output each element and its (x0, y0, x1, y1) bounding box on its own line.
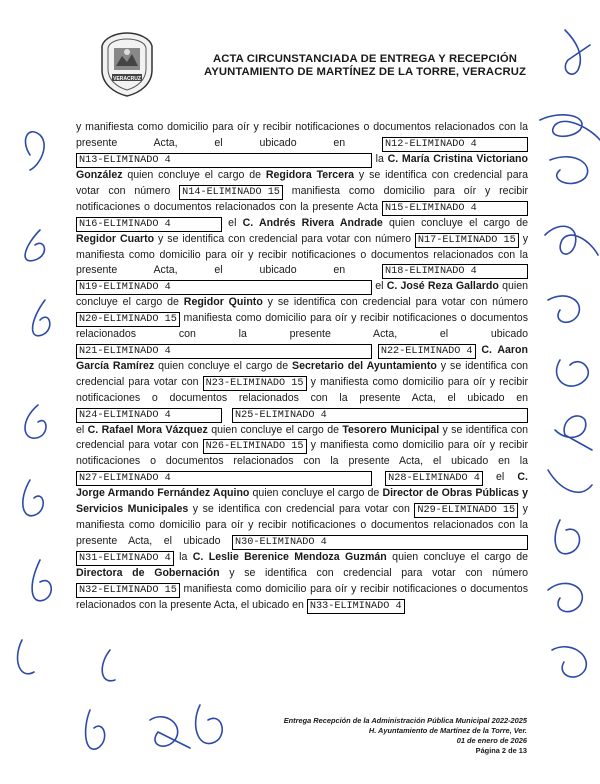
signature-mark (552, 647, 586, 677)
signature-mark (548, 470, 592, 492)
body-text: quien concluye el cargo de (386, 550, 529, 563)
body-text: manifiesta como domicilio para oír y recibir notificaciones o documentos relacionados con la presente Acta, el ubicado (76, 312, 528, 341)
signature-mark (23, 480, 43, 516)
body-text: y manifiesta como domicilio para oír y recibir notificaciones o documentos relacionados con la presente Acta, el ubicado en (76, 375, 528, 404)
redaction-box: N16-ELIMINADO 4 (76, 217, 222, 232)
body-text: y se identifica con credencial para votar con (76, 359, 528, 388)
redaction-box: N27-ELIMINADO 4 (76, 471, 372, 486)
document-body (76, 120, 528, 614)
redaction-box: N24-ELIMINADO 4 (76, 408, 222, 423)
position-title: Regidor Quinto (183, 296, 263, 309)
signature-mark (557, 360, 589, 386)
body-paragraph (76, 120, 528, 614)
redaction-box: N30-ELIMINADO 4 (232, 535, 528, 550)
redaction-box: N26-ELIMINADO 15 (203, 439, 307, 454)
signature-mark (25, 230, 44, 261)
person-name: C. Jorge Armando Fernández Aquino (76, 471, 528, 500)
body-text: quien concluye el cargo de (122, 168, 266, 181)
redaction-box: N19-ELIMINADO 4 (76, 280, 372, 295)
body-text: y manifiesta como domicilio para oír y recibir notificaciones o documentos relacionados con la presente Acta, el ubicado en (76, 232, 528, 277)
body-text: quien concluye el cargo de (207, 423, 343, 436)
signature-mark (548, 583, 582, 611)
footer-line: H. Ayuntamiento de Martínez de la Torre, Ver. (368, 726, 527, 735)
header-title-line2: AYUNTAMIENTO DE MARTÍNEZ DE LA TORRE, VERACRUZ (204, 66, 526, 78)
person-name: C. María Cristina Victoriano González (76, 152, 528, 181)
signature-mark (548, 296, 579, 322)
signature-mark (555, 520, 579, 554)
signature-mark (565, 30, 590, 74)
body-text: la (173, 550, 193, 563)
page-number: Página 2 de 13 (475, 746, 527, 755)
person-name: C. Andrés Rivera Andrade (242, 216, 383, 229)
signature-mark (540, 115, 600, 140)
signature-mark (25, 132, 44, 170)
redaction-box: N29-ELIMINADO 15 (414, 503, 518, 518)
body-text: quien concluye el cargo de (76, 280, 528, 309)
redaction-box: N21-ELIMINADO 4 (76, 344, 372, 359)
signature-mark (18, 640, 34, 674)
signature-mark (33, 300, 50, 336)
position-title: Regidora Tercera (265, 168, 355, 181)
body-text: la (372, 152, 388, 165)
body-text: y manifiesta como domicilio para oír y recibir notificaciones o documentos relacionados con la presente Acta, el ubicado (76, 502, 528, 547)
redaction-box: N33-ELIMINADO 4 (307, 599, 405, 614)
redaction-box: N31-ELIMINADO 4 (76, 551, 174, 566)
signature-mark (545, 226, 598, 255)
signature-mark (196, 705, 223, 744)
position-title: Director de Obras Públicas y Servicios Municipales (76, 487, 529, 515)
person-name: C. Rafael Mora Vázquez (87, 423, 208, 436)
redaction-box: N18-ELIMINADO 4 (382, 264, 528, 279)
redaction-box: N32-ELIMINADO 15 (76, 583, 180, 598)
body-text: manifiesta como domicilio para oír y recibir notificaciones o documentos relacionados con la presente Acta, el ubicado en (76, 582, 528, 611)
position-title: Tesorero Municipal (342, 423, 440, 436)
body-text: y se identifica con credencial para votar con número (262, 296, 528, 309)
signature-mark (86, 710, 105, 749)
body-text: quien concluye el cargo de (382, 216, 528, 229)
body-text: y se identifica con credencial para votar con número (154, 232, 415, 245)
redaction-box: N12-ELIMINADO 4 (382, 137, 528, 152)
body-text: y se identifica con credencial para votar con número (219, 566, 528, 579)
body-text: y se identifica con credencial para votar con (76, 423, 529, 452)
redaction-box: N20-ELIMINADO 15 (76, 312, 180, 327)
body-text: y se identifica con credencial para votar con (188, 502, 415, 515)
body-text: el (222, 216, 243, 229)
position-title: Directora de Gobernación (76, 566, 220, 579)
footer-line: Entrega Recepción de la Administración Pública Municipal 2022-2025 (283, 716, 527, 725)
body-text: y manifiesta como domicilio para oír y recibir notificaciones o documentos relacionados con la presente Acta, el ubicado en (76, 121, 528, 149)
header-title-line1: ACTA CIRCUNSTANCIADA DE ENTREGA Y RECEPCIÓN (212, 53, 518, 65)
municipal-seal (98, 30, 156, 98)
document-footer (255, 716, 527, 756)
redaction-box: N15-ELIMINADO 4 (382, 201, 528, 216)
person-name: C. Aaron García Ramírez (76, 343, 528, 372)
person-name: C. José Reza Gallardo (386, 280, 499, 293)
position-title: Secretario del Ayuntamiento (292, 359, 437, 372)
redaction-box: N23-ELIMINADO 15 (203, 376, 307, 391)
redaction-box: N22-ELIMINADO 4 (378, 344, 476, 359)
redaction-box: N14-ELIMINADO 15 (179, 185, 283, 200)
person-name: C. Leslie Berenice Mendoza Guzmán (192, 550, 387, 563)
svg-text:VERACRUZ: VERACRUZ (113, 76, 141, 82)
signature-mark (550, 157, 588, 184)
body-text: y se identifica con credencial para votar con número (76, 168, 529, 197)
redaction-box: N28-ELIMINADO 4 (385, 471, 483, 486)
signature-mark (102, 650, 115, 681)
body-text: manifiesta como domicilio para oír y recibir notificaciones o documentos relacionados con la presente Acta (76, 184, 528, 213)
redaction-box: N13-ELIMINADO 4 (76, 153, 372, 168)
body-text: y manifiesta como domicilio para oír y recibir notificaciones o documentos relacionados con la presente Acta, el ubicado en la (76, 439, 528, 468)
signature-mark (150, 717, 190, 748)
redaction-box: N17-ELIMINADO 15 (415, 233, 519, 248)
document-header (175, 53, 555, 79)
body-text: quien concluye el cargo de (154, 359, 293, 372)
body-text: quien concluye el cargo de (249, 487, 383, 500)
signature-mark (25, 405, 46, 438)
body-text: el (482, 471, 518, 484)
redaction-box: N25-ELIMINADO 4 (232, 408, 528, 423)
position-title: Regidor Cuarto (76, 232, 155, 245)
footer-date: 01 de enero de 2026 (456, 736, 527, 745)
signature-mark (32, 560, 51, 601)
body-text: el (76, 423, 88, 436)
body-text: el (372, 280, 387, 293)
signature-mark (555, 416, 592, 450)
